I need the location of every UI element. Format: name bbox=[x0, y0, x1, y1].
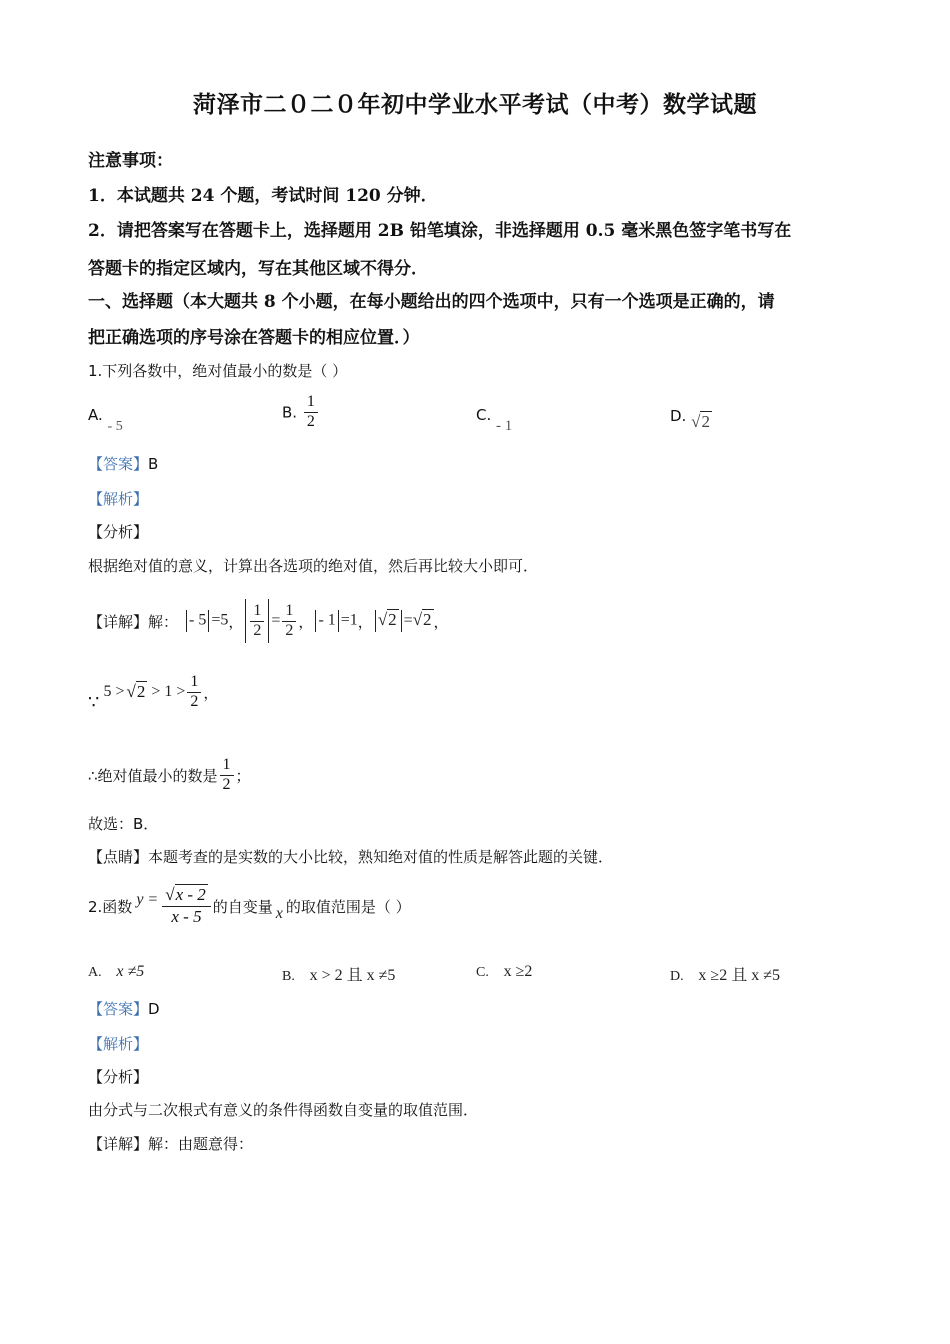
q1-option-c-value: - 1 bbox=[496, 418, 513, 434]
q1-therefore-fraction: $\frac{1}{2}$ bbox=[220, 757, 234, 794]
q2-fenxi-text: 由分式与二次根式有意义的条件得函数自变量的取值范围． bbox=[88, 1101, 479, 1119]
notice-item-2b: 答题卡的指定区域内，写在其他区域不得分． bbox=[88, 259, 428, 279]
q1-detail: 【详解】解： - 5 =5 ， $\frac{1}{2}$ = $\frac{1}{2}$ ， - 1 =1 ， √2 =√2 ， bbox=[88, 598, 449, 644]
q1-option-d-label: D. bbox=[670, 407, 687, 425]
q2-option-d: D. x ≥2 且 x ≠5 bbox=[670, 967, 780, 984]
q2-detail: 【详解】解：由题意得： bbox=[88, 1135, 254, 1153]
q2-jiexi-tag: 【解析】 bbox=[88, 1035, 149, 1053]
q1-dianjing: 【点睛】本题考查的是实数的大小比较，熟知绝对值的性质是解答此题的关键． bbox=[88, 848, 614, 866]
q2-fenxi-tag: 【分析】 bbox=[88, 1068, 149, 1086]
notice-item-1: 1．本试题共 24 个题，考试时间 120 分钟． bbox=[88, 186, 438, 206]
q1-option-b-label: B. bbox=[282, 403, 298, 422]
because-symbol: ∵ bbox=[88, 691, 100, 713]
q1-option-c bbox=[476, 406, 513, 434]
q1-option-b bbox=[282, 394, 320, 431]
q1-jiexi-tag: 【解析】 bbox=[88, 490, 149, 508]
q1-option-a-label: A. bbox=[88, 406, 103, 424]
q2-option-b: B. x > 2 且 x ≠5 bbox=[282, 967, 396, 984]
q1-stem: 1.下列各数中，绝对值最小的数是（ ） bbox=[88, 362, 348, 380]
q1-therefore: ∴绝对值最小的数是 $\frac{1}{2}$ ； bbox=[88, 755, 251, 793]
notice-heading: 注意事项： bbox=[88, 151, 173, 171]
section1-line1: 一、选择题（本大题共 8 个小题，在每小题给出的四个选项中，只有一个选项是正确的，请 bbox=[88, 292, 775, 312]
q2-stem: 2.函数 y = $\frac{√x - 2}{x - 5}$ 的自变量 x 的取值范围是（ ） bbox=[88, 885, 411, 926]
q1-detail-expr4: √2 =√2 bbox=[373, 610, 434, 632]
q1-answer-value: B bbox=[148, 455, 159, 473]
q1-option-c-label: C. bbox=[476, 406, 492, 424]
q1-detail-expr2: $\frac{1}{2}$ = $\frac{1}{2}$ bbox=[243, 599, 298, 643]
q2-answer: 【答案】D bbox=[88, 1000, 160, 1018]
q1-detail-expr3: - 1 =1 bbox=[313, 610, 357, 632]
q1-fenxi-text: 根据绝对值的意义，计算出各选项的绝对值，然后再比较大小即可． bbox=[88, 557, 539, 575]
q1-answer bbox=[88, 453, 158, 474]
q2-option-c: C. x ≥2 bbox=[476, 963, 533, 980]
q1-detail-tag: 【详解】解： bbox=[88, 612, 179, 631]
q2-y: y = bbox=[136, 891, 159, 908]
q1-fenxi-tag: 【分析】 bbox=[88, 523, 149, 541]
q1-option-d bbox=[670, 406, 712, 431]
q1-option-a bbox=[88, 406, 123, 434]
q1-option-b-fraction bbox=[304, 394, 318, 431]
q1-option-a-value: - 5 bbox=[107, 419, 123, 434]
q1-choose: 故选：B． bbox=[88, 815, 159, 833]
q1-option-d-sqrt: √2 bbox=[691, 412, 710, 431]
q1-option-b-den: 2 bbox=[306, 412, 315, 430]
q1-option-b-num: 1 bbox=[304, 394, 318, 413]
section1-line2: 把正确选项的序号涂在答题卡的相应位置．） bbox=[88, 328, 420, 348]
notice-item-2a: 2．请把答案写在答题卡上，选择题用 2B 铅笔填涂，非选择题用 0.5 毫米黑色签字笔书写在 bbox=[88, 221, 792, 241]
q1-because-fraction: $\frac{1}{2}$ bbox=[187, 674, 201, 711]
q1-detail-expr1: - 5 =5 bbox=[184, 610, 228, 632]
q1-option-d-value: 2 bbox=[701, 412, 710, 431]
q2-function-fraction: $\frac{√x - 2}{x - 5}$ bbox=[162, 886, 211, 926]
q1-because: ∵ 5 > √2 > 1 > $\frac{1}{2}$ ， bbox=[88, 672, 219, 713]
page-title: 菏泽市二０二０年初中学业水平考试（中考）数学试题 bbox=[193, 91, 757, 118]
q1-answer-tag: 【答案】 bbox=[88, 455, 149, 473]
q2-option-a: A. x ≠5 bbox=[88, 963, 145, 980]
